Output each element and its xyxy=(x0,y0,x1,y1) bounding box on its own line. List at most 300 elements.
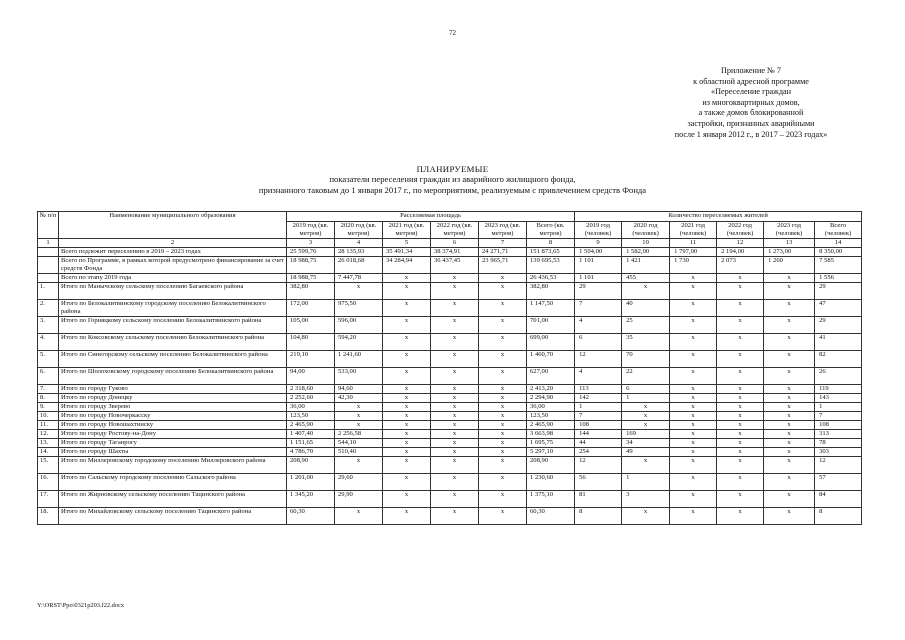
area-value: x xyxy=(431,300,479,317)
column-index-row xyxy=(38,239,862,248)
header-area-group: Расселяемая площадь xyxy=(287,212,575,222)
people-value: 313 xyxy=(815,430,862,439)
area-value: x xyxy=(383,283,431,300)
area-value: x xyxy=(383,457,431,474)
people-value: x xyxy=(717,403,764,412)
row-number: 9. xyxy=(38,403,59,412)
area-value: x xyxy=(431,274,479,283)
people-value: x xyxy=(717,317,764,334)
people-value: x xyxy=(622,283,670,300)
people-value: 7 xyxy=(815,412,862,421)
people-value: x xyxy=(670,421,717,430)
people-value: 303 xyxy=(815,448,862,457)
area-value: x xyxy=(335,457,383,474)
people-value: 2 194,00 xyxy=(717,248,764,257)
row-number: 7. xyxy=(38,385,59,394)
people-value: x xyxy=(670,334,717,351)
people-value: 6 xyxy=(622,385,670,394)
people-value: x xyxy=(670,368,717,385)
table-row xyxy=(38,474,862,491)
area-value: x xyxy=(383,448,431,457)
municipality-name: Итого по городу Донецку xyxy=(59,394,287,403)
people-value: x xyxy=(764,334,815,351)
row-number: 8. xyxy=(38,394,59,403)
people-value: x xyxy=(670,474,717,491)
index-cell: 14 xyxy=(815,239,862,248)
people-value: 254 xyxy=(575,448,622,457)
people-value: 6 xyxy=(575,334,622,351)
area-value: 1 375,10 xyxy=(527,491,575,508)
table-row xyxy=(38,394,862,403)
people-value: x xyxy=(764,317,815,334)
people-value: 144 xyxy=(575,430,622,439)
area-value: x xyxy=(383,394,431,403)
people-value: x xyxy=(670,491,717,508)
area-value: 23 965,71 xyxy=(479,257,527,274)
table-row xyxy=(38,368,862,385)
municipality-name: Итого по городу Новочеркасску xyxy=(59,412,287,421)
area-value: 975,50 xyxy=(335,300,383,317)
table-row xyxy=(38,421,862,430)
municipality-name: Итого по городу Гуково xyxy=(59,385,287,394)
appendix-line: после 1 января 2012 г., в 2017 – 2023 годах» xyxy=(674,129,828,139)
index-cell: 1 xyxy=(38,239,59,248)
area-value: x xyxy=(431,403,479,412)
document-title xyxy=(0,164,905,195)
index-cell: 10 xyxy=(622,239,670,248)
area-value: x xyxy=(335,412,383,421)
people-value: x xyxy=(717,368,764,385)
row-number: 6. xyxy=(38,368,59,385)
people-value: 34 xyxy=(622,439,670,448)
people-value: 47 xyxy=(815,300,862,317)
header-people-2021: 2021 год (человек) xyxy=(670,222,717,239)
area-value: 29,90 xyxy=(335,491,383,508)
people-value: 78 xyxy=(815,439,862,448)
area-value: x xyxy=(479,385,527,394)
people-value: 82 xyxy=(815,351,862,368)
header-people-2019: 2019 год (человек) xyxy=(575,222,622,239)
people-value: 108 xyxy=(575,421,622,430)
area-value: x xyxy=(431,351,479,368)
area-value: x xyxy=(479,317,527,334)
area-value: x xyxy=(431,283,479,300)
index-cell: 2 xyxy=(59,239,287,248)
people-value: 40 xyxy=(622,300,670,317)
people-value: x xyxy=(764,457,815,474)
people-value: 25 xyxy=(622,317,670,334)
row-number: 14. xyxy=(38,448,59,457)
area-value: 1 151,65 xyxy=(287,439,335,448)
area-value: 2 294,90 xyxy=(527,394,575,403)
appendix-line: Приложение № 7 xyxy=(721,66,781,75)
people-value: x xyxy=(717,474,764,491)
municipality-name: Итого по городу Таганрогу xyxy=(59,439,287,448)
area-value: 60,30 xyxy=(287,508,335,525)
people-value: 1 421 xyxy=(622,257,670,274)
area-value: x xyxy=(383,412,431,421)
header-people-total: Всего (человек) xyxy=(815,222,862,239)
area-value: x xyxy=(383,300,431,317)
people-value: 8 xyxy=(575,508,622,525)
people-value: x xyxy=(670,448,717,457)
people-value: 169 xyxy=(622,430,670,439)
table-row xyxy=(38,448,862,457)
area-value: 533,00 xyxy=(335,368,383,385)
area-value: 596,00 xyxy=(335,317,383,334)
municipality-name: Всего по Программе, в рамках которой предусмотрено финансирование за счет средств Фонда xyxy=(59,257,287,274)
index-cell: 7 xyxy=(479,239,527,248)
people-value: x xyxy=(670,300,717,317)
appendix-line: к областной адресной программе xyxy=(693,76,809,86)
area-value: 104,80 xyxy=(287,334,335,351)
people-value: x xyxy=(622,457,670,474)
people-value: x xyxy=(670,412,717,421)
header-area-2019: 2019 год (кв. метров) xyxy=(287,222,335,239)
people-value: 56 xyxy=(575,474,622,491)
row-number: 11. xyxy=(38,421,59,430)
area-value: 510,40 xyxy=(335,448,383,457)
area-value: 36,00 xyxy=(287,403,335,412)
people-value: x xyxy=(764,474,815,491)
people-value: 7 xyxy=(575,412,622,421)
area-value: x xyxy=(383,274,431,283)
header-people-2020: 2020 год (человек) xyxy=(622,222,670,239)
people-value: x xyxy=(717,491,764,508)
people-value: x xyxy=(764,439,815,448)
index-cell: 4 xyxy=(335,239,383,248)
people-value: x xyxy=(764,351,815,368)
area-value: 594,20 xyxy=(335,334,383,351)
area-value: 151 873,65 xyxy=(527,248,575,257)
area-value: 35 491,34 xyxy=(383,248,431,257)
area-value: 208,90 xyxy=(287,457,335,474)
people-value: x xyxy=(717,274,764,283)
people-value: 1 101 xyxy=(575,274,622,283)
appendix-line: застройки, признанных аварийными xyxy=(687,118,815,128)
people-value: 119 xyxy=(815,385,862,394)
people-value: x xyxy=(764,283,815,300)
area-value: x xyxy=(431,430,479,439)
people-value: 1 730 xyxy=(670,257,717,274)
area-value: x xyxy=(431,474,479,491)
header-people-group: Количество переселяемых жителей xyxy=(575,212,862,222)
area-value: 699,00 xyxy=(527,334,575,351)
area-value: x xyxy=(335,508,383,525)
area-value: 29,60 xyxy=(335,474,383,491)
people-value: x xyxy=(717,421,764,430)
area-value: 36,00 xyxy=(527,403,575,412)
area-value: 24 271,71 xyxy=(479,248,527,257)
area-value: x xyxy=(479,274,527,283)
row-number: 13. xyxy=(38,439,59,448)
appendix-caption xyxy=(600,66,902,140)
people-value: x xyxy=(717,394,764,403)
header-people-2022: 2022 год (человек) xyxy=(717,222,764,239)
people-value: 1 xyxy=(575,403,622,412)
area-value: 2 413,20 xyxy=(527,385,575,394)
header-people-2023: 2023 год (человек) xyxy=(764,222,815,239)
table-row xyxy=(38,248,862,257)
row-number: 1. xyxy=(38,283,59,300)
area-value: 701,00 xyxy=(527,317,575,334)
area-value: x xyxy=(431,317,479,334)
row-number: 5. xyxy=(38,351,59,368)
people-value: x xyxy=(622,412,670,421)
area-value: 1 407,40 xyxy=(287,430,335,439)
people-value: x xyxy=(764,368,815,385)
table-row xyxy=(38,257,862,274)
index-cell: 9 xyxy=(575,239,622,248)
area-value: x xyxy=(335,403,383,412)
area-value: 382,80 xyxy=(527,283,575,300)
area-value: 382,80 xyxy=(287,283,335,300)
people-value: 49 xyxy=(622,448,670,457)
area-value: 123,50 xyxy=(287,412,335,421)
area-value: x xyxy=(479,430,527,439)
people-value: 29 xyxy=(815,317,862,334)
area-value: x xyxy=(479,421,527,430)
area-value: 1 695,75 xyxy=(527,439,575,448)
people-value: 12 xyxy=(815,457,862,474)
title-line-1: показатели переселения граждан из аварийного жилищного фонда, xyxy=(329,174,576,185)
people-value: x xyxy=(670,430,717,439)
area-value: 544,10 xyxy=(335,439,383,448)
area-value: 2 465,90 xyxy=(287,421,335,430)
area-value: 139 695,53 xyxy=(527,257,575,274)
area-value: 26 436,53 xyxy=(527,274,575,283)
municipality-name: Итого по Сальскому городскому поселению Сальского района xyxy=(59,474,287,491)
people-value: x xyxy=(764,274,815,283)
municipality-name: Итого по Михайловскому сельскому поселению Тацинского района xyxy=(59,508,287,525)
row-number: 17. xyxy=(38,491,59,508)
people-value: 84 xyxy=(815,491,862,508)
table-row xyxy=(38,508,862,525)
people-value: 142 xyxy=(575,394,622,403)
people-value: x xyxy=(717,412,764,421)
area-value: 1 201,00 xyxy=(287,474,335,491)
people-value: x xyxy=(670,508,717,525)
row-number: 10. xyxy=(38,412,59,421)
people-value: 7 585 xyxy=(815,257,862,274)
people-value: x xyxy=(670,317,717,334)
resettlement-table xyxy=(37,211,862,525)
area-value: x xyxy=(383,491,431,508)
municipality-name: Итого по Шолоховскому городскому поселению Белокалитвинского района xyxy=(59,368,287,385)
area-value: 36 437,45 xyxy=(431,257,479,274)
area-value: 26 018,68 xyxy=(335,257,383,274)
people-value: 8 350,00 xyxy=(815,248,862,257)
area-value: x xyxy=(335,283,383,300)
people-value: 4 xyxy=(575,317,622,334)
people-value: x xyxy=(764,448,815,457)
area-value: x xyxy=(479,300,527,317)
people-value: x xyxy=(717,283,764,300)
area-value: 1 241,60 xyxy=(335,351,383,368)
area-value: x xyxy=(479,368,527,385)
municipality-name: Итого по Жирновскому сельскому поселению Тацинского района xyxy=(59,491,287,508)
municipality-name: Итого по Синегорскому сельскому поселению Белокалитвинского района xyxy=(59,351,287,368)
header-area-2023: 2023 год (кв. метров) xyxy=(479,222,527,239)
row-number: 15. xyxy=(38,457,59,474)
people-value: 455 xyxy=(622,274,670,283)
people-value: x xyxy=(622,508,670,525)
people-value: x xyxy=(764,491,815,508)
area-value: 627,00 xyxy=(527,368,575,385)
area-value: 172,00 xyxy=(287,300,335,317)
area-value: x xyxy=(431,421,479,430)
area-value: x xyxy=(383,439,431,448)
people-value: 113 xyxy=(575,385,622,394)
people-value: 12 xyxy=(575,351,622,368)
people-value: x xyxy=(670,351,717,368)
index-cell: 5 xyxy=(383,239,431,248)
header-area-2021: 2021 год (кв. метров) xyxy=(383,222,431,239)
people-value: 44 xyxy=(575,439,622,448)
appendix-line: а также домов блокированной xyxy=(698,108,804,118)
header-area-2022: 2022 год (кв. метров) xyxy=(431,222,479,239)
row-number xyxy=(38,248,59,257)
people-value: x xyxy=(764,394,815,403)
area-value: 60,30 xyxy=(527,508,575,525)
area-value: 2 465,90 xyxy=(527,421,575,430)
people-value: x xyxy=(764,430,815,439)
people-value: x xyxy=(670,439,717,448)
area-value: 2 318,60 xyxy=(287,385,335,394)
people-value: 35 xyxy=(622,334,670,351)
people-value: 143 xyxy=(815,394,862,403)
table-row xyxy=(38,351,862,368)
people-value: x xyxy=(717,508,764,525)
people-value: x xyxy=(764,412,815,421)
people-value: x xyxy=(764,508,815,525)
area-value: 5 297,10 xyxy=(527,448,575,457)
table-row xyxy=(38,334,862,351)
area-value: x xyxy=(431,394,479,403)
row-number: 12. xyxy=(38,430,59,439)
title-line-2: признанного таковым до 1 января 2017 г., по мероприятиям, реализуемым с привлечением средств Фонда xyxy=(258,184,647,195)
area-value: x xyxy=(431,385,479,394)
table-row xyxy=(38,439,862,448)
area-value: 94,60 xyxy=(335,385,383,394)
area-value: 3 663,98 xyxy=(527,430,575,439)
table-body xyxy=(38,239,862,525)
area-value: x xyxy=(431,368,479,385)
people-value: 1 260 xyxy=(764,257,815,274)
row-number xyxy=(38,257,59,274)
people-value: x xyxy=(764,385,815,394)
municipality-name: Итого по городу Новошахтинску xyxy=(59,421,287,430)
people-value: 12 xyxy=(575,457,622,474)
area-value: x xyxy=(431,491,479,508)
area-value: x xyxy=(383,351,431,368)
municipality-name: Итого по городу Шахты xyxy=(59,448,287,457)
municipality-name: Итого по Миллеровскому городскому поселению Миллеровского района xyxy=(59,457,287,474)
people-value: x xyxy=(717,351,764,368)
people-value: 1 xyxy=(622,474,670,491)
people-value: x xyxy=(670,457,717,474)
area-value: 208,90 xyxy=(527,457,575,474)
area-value: 1 230,60 xyxy=(527,474,575,491)
people-value: 29 xyxy=(575,283,622,300)
people-value: x xyxy=(764,300,815,317)
area-value: 2 252,60 xyxy=(287,394,335,403)
people-value: 1 582,00 xyxy=(622,248,670,257)
people-value: x xyxy=(717,457,764,474)
row-number: 16. xyxy=(38,474,59,491)
index-cell: 8 xyxy=(527,239,575,248)
area-value: x xyxy=(479,283,527,300)
people-value: x xyxy=(717,334,764,351)
area-value: x xyxy=(479,439,527,448)
people-value: x xyxy=(622,421,670,430)
area-value: 4 786,70 xyxy=(287,448,335,457)
people-value: 26 xyxy=(815,368,862,385)
area-value: 28 135,93 xyxy=(335,248,383,257)
area-value: x xyxy=(479,457,527,474)
appendix-line: из многоквартирных домов, xyxy=(702,97,800,107)
area-value: x xyxy=(431,508,479,525)
area-value: x xyxy=(383,334,431,351)
row-number: 3. xyxy=(38,317,59,334)
people-value: x xyxy=(764,403,815,412)
file-path-footer: Y:\ORST\Ppo\0321p203.f22.docx xyxy=(37,602,125,609)
area-value: x xyxy=(431,439,479,448)
row-number xyxy=(38,274,59,283)
header-num: № п/п xyxy=(38,212,59,239)
people-value: 70 xyxy=(622,351,670,368)
people-value: 4 xyxy=(575,368,622,385)
people-value: 29 xyxy=(815,283,862,300)
area-value: x xyxy=(335,421,383,430)
people-value: x xyxy=(622,403,670,412)
area-value: 42,30 xyxy=(335,394,383,403)
area-value: x xyxy=(479,412,527,421)
people-value: x xyxy=(717,300,764,317)
people-value: 3 xyxy=(622,491,670,508)
area-value: x xyxy=(431,457,479,474)
area-value: 94,00 xyxy=(287,368,335,385)
index-cell: 13 xyxy=(764,239,815,248)
people-value: 1 556 xyxy=(815,274,862,283)
area-value: x xyxy=(479,394,527,403)
area-value: 25 599,76 xyxy=(287,248,335,257)
appendix-line: «Переселение граждан xyxy=(710,87,792,97)
area-value: x xyxy=(431,412,479,421)
area-value: 219,10 xyxy=(287,351,335,368)
people-value: 81 xyxy=(575,491,622,508)
index-cell: 6 xyxy=(431,239,479,248)
area-value: 1 345,20 xyxy=(287,491,335,508)
area-value: 105,00 xyxy=(287,317,335,334)
row-number: 2. xyxy=(38,300,59,317)
people-value: x xyxy=(717,448,764,457)
people-value: 1 273,00 xyxy=(764,248,815,257)
header-area-2020: 2020 год (кв. метров) xyxy=(335,222,383,239)
municipality-name: Итого по городу Зверево xyxy=(59,403,287,412)
area-value: x xyxy=(383,430,431,439)
area-value: x xyxy=(431,448,479,457)
people-value: 1 504,00 xyxy=(575,248,622,257)
municipality-name: Итого по Белокалитвинскому городскому поселению Белокалитвинского района xyxy=(59,300,287,317)
area-value: 2 256,58 xyxy=(335,430,383,439)
people-value: 7 xyxy=(575,300,622,317)
people-value: 8 xyxy=(815,508,862,525)
area-value: 34 284,94 xyxy=(383,257,431,274)
municipality-name: Итого по городу Ростову-на-Дону xyxy=(59,430,287,439)
header-area-total: Всего (кв. метров) xyxy=(527,222,575,239)
municipality-name: Всего подлежит переселению в 2019 – 2023 годах xyxy=(59,248,287,257)
